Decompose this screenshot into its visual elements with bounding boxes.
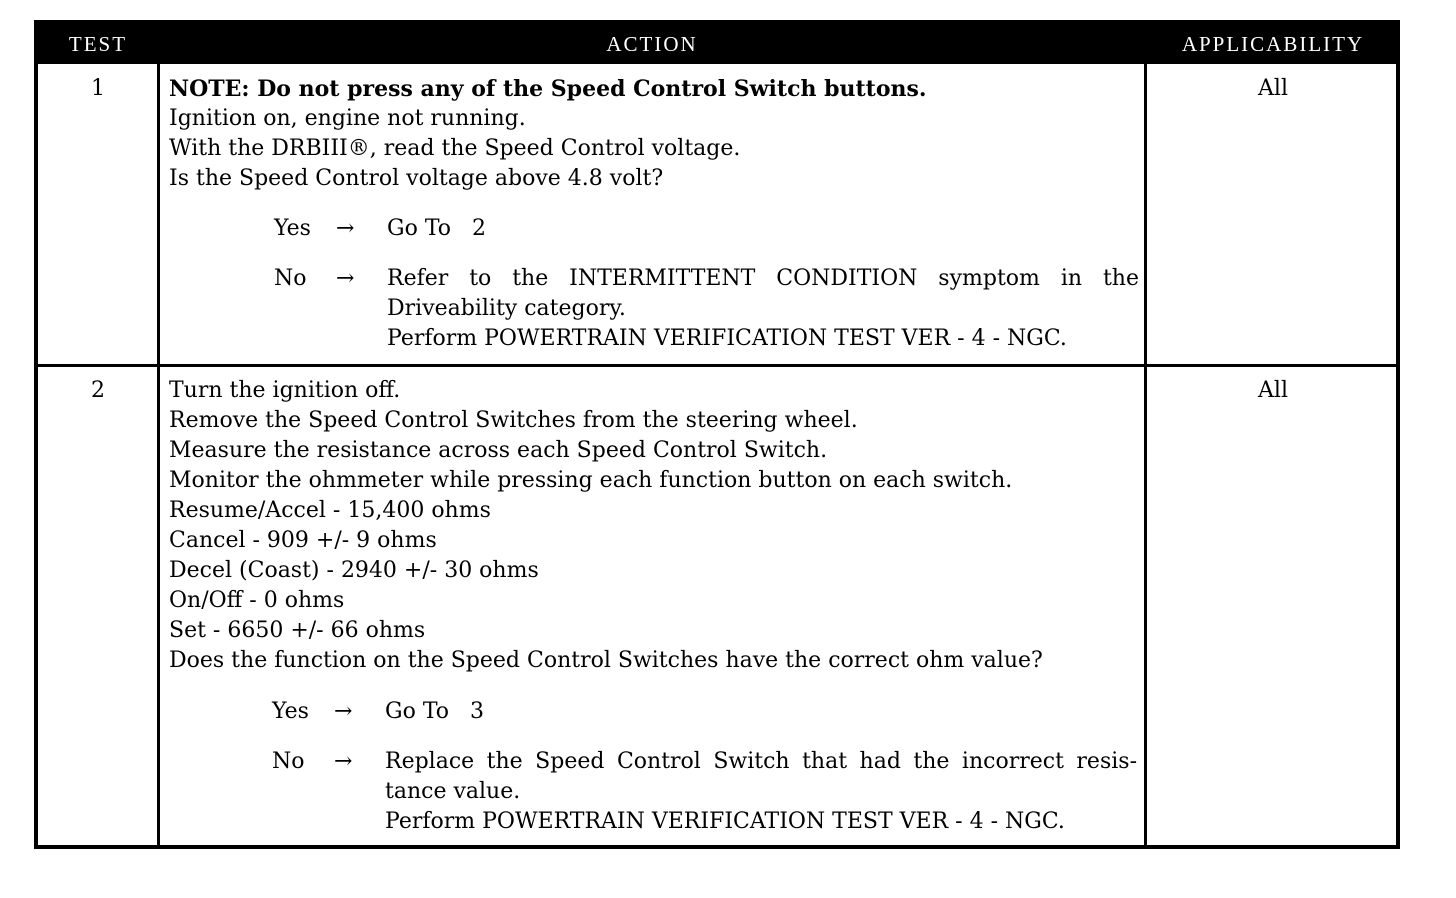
column-divider xyxy=(1144,64,1147,849)
yes-text: Go To 2 xyxy=(387,216,486,241)
row-2-line: Monitor the ohmmeter while pressing each function button on each switch. xyxy=(169,468,1013,493)
row-2-line: Does the function on the Speed Control Switches have the correct ohm value? xyxy=(169,648,1043,673)
row-2-line: Decel (Coast) - 2940 +/- 30 ohms xyxy=(169,558,539,583)
header-test: TEST xyxy=(68,32,128,56)
no-text xyxy=(387,264,1139,354)
no-label: No xyxy=(272,749,305,774)
arrow-right-icon: → xyxy=(334,749,353,774)
yes-text: Go To 3 xyxy=(385,699,484,724)
row-2-test-number: 2 xyxy=(91,378,105,403)
test-table xyxy=(34,20,1400,849)
row-1-line: Is the Speed Control voltage above 4.8 volt? xyxy=(169,166,664,191)
row-2-line: Set - 6650 +/- 66 ohms xyxy=(169,618,426,643)
arrow-right-icon: → xyxy=(336,266,355,291)
no-label: No xyxy=(274,266,307,291)
row-2-line: Remove the Speed Control Switches from the steering wheel. xyxy=(169,408,858,433)
row-divider xyxy=(38,364,1400,367)
no-text-line: Perform POWERTRAIN VERIFICATION TEST VER - 4 - NGC. xyxy=(385,809,1065,834)
table-header xyxy=(38,24,1396,64)
row-1-yes-response xyxy=(274,214,1154,244)
header-action: ACTION xyxy=(606,32,698,56)
no-text-line: Replace the Speed Control Switch that had the incorrect resis- xyxy=(385,749,1137,774)
row-2-no-response xyxy=(272,747,1152,837)
row-2-yes-response xyxy=(272,697,1152,727)
row-2-action xyxy=(169,376,1139,676)
yes-label: Yes xyxy=(274,216,311,241)
no-text-line: Perform POWERTRAIN VERIFICATION TEST VER - 4 - NGC. xyxy=(387,326,1067,351)
row-1-line: With the DRBIII®, read the Speed Control voltage. xyxy=(169,136,741,161)
no-text-line: tance value. xyxy=(385,779,521,804)
row-2-line: Resume/Accel - 15,400 ohms xyxy=(169,498,491,523)
row-2-line: Measure the resistance across each Speed Control Switch. xyxy=(169,438,828,463)
column-divider xyxy=(157,64,160,849)
row-1-line: Ignition on, engine not running. xyxy=(169,106,526,131)
arrow-right-icon: → xyxy=(334,699,353,724)
row-1-note: NOTE: Do not press any of the Speed Control Switch buttons. xyxy=(169,76,927,102)
row-2-line: Cancel - 909 +/- 9 ohms xyxy=(169,528,437,553)
no-text-line: Refer to the INTERMITTENT CONDITION symptom in the xyxy=(387,266,1139,291)
no-text-line: Driveability category. xyxy=(387,296,626,321)
row-2-applicability: All xyxy=(1258,378,1288,403)
row-1-test-number: 1 xyxy=(91,76,105,101)
arrow-right-icon: → xyxy=(336,216,355,241)
no-text xyxy=(385,747,1137,837)
row-2-line: Turn the ignition off. xyxy=(169,378,401,403)
yes-label: Yes xyxy=(272,699,309,724)
row-1-no-response xyxy=(274,264,1154,354)
row-2-line: On/Off - 0 ohms xyxy=(169,588,345,613)
header-applicability: APPLICABILITY xyxy=(1181,32,1365,56)
row-1-applicability: All xyxy=(1258,76,1288,101)
row-1-action xyxy=(169,74,1139,194)
